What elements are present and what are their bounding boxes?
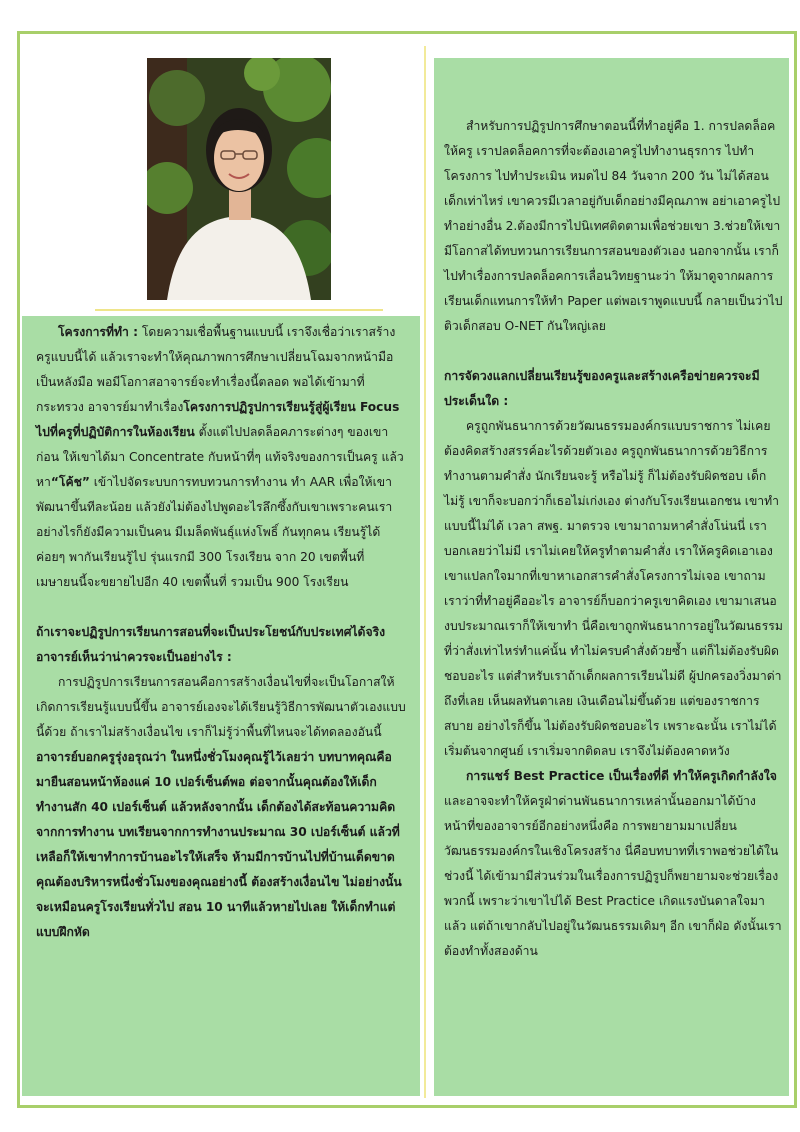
portrait-photo — [147, 58, 331, 300]
left-text-panel — [22, 316, 420, 1096]
paragraph-project: โครงการที่ทำ : โดยความเชื่อพื้นฐานแบบนี้ เราจึงเชื่อว่าเราสร้างครูแบบนี้ได้ แล้วเราจะทำให้คุณภาพการศึกษาเปลี่ยนโฉมจากหน้ามือเป็นหลังมือ พอมีโอกาสอาจารย์จะทำเรื่องนี้ตลอด พอได้เข้ามาที่กระทรวง อาจารย์มาทำเรื่องโครงการปฏิรูปการเรียนรู้สู่ผู้เรียน Focus ไปที่ครูที่ปฏิบัติการในห้องเรียน ตั้งแต่ไปปลดล็อคภาระต่างๆ ของเขาก่อน ให้เขาได้มา Concentrate กับหน้าที่ๆ แท้จริงของการเป็นครู แล้วหา“โค้ช” เข้าไปจัดระบบการทบทวนการทำงาน ทำ AAR เพื่อให้เขาพัฒนาขึ้นทีละน้อย แล้วยังไม่ต้องไปพูดอะไรลึกซึ้งกับเขาเพราะคนเราอย่างไรก็ยังมีความเป็นคน มีเมล็ดพันธุ์แห่งโพธิ์ กันทุกคน เรียนรู้ได้ ค่อยๆ พากันเรียนรู้ไป รุ่นแรกมี 300 โรงเรียน จาก 20 เขตพื้นที่ เมษายนนี้จะขยายไปอีก 40 เขตพื้นที่ รวมเป็น 900 โรงเรียน — [36, 325, 404, 589]
photo-underline — [95, 309, 383, 311]
question-reform: ถ้าเราจะปฏิรูปการเรียนการสอนที่จะเป็นประโยชน์กับประเทศได้จริง อาจารย์เห็นว่าน่าควรจะเป็นอย่างไร : — [36, 625, 386, 664]
paragraph-culture: ครูถูกพันธนาการด้วยวัฒนธรรมองค์กรแบบราชการ ไม่เคยต้องคิดสร้างสรรค์อะไรด้วยตัวเอง ครูถูกพันธนาการด้วยวิธีการทำงานตามคำสั่ง นักเรียนจะรู้ หรือไม่รู้ ก็ไม่ต้องรับผิดชอบ เด็กไม่รู้ เขาก็จะบอกว่าก็เธอไม่เก่งเอง ต่างกับโรงเรียนเอกชน เขาทำแบบนี้ไม่ได้ เวลา สพฐ. มาตรวจ เขามาถามหาคำสั่งโน่นนี่ เราบอกเลยว่าไม่มี เราไม่เคยให้ครูทำตามคำสั่ง เราให้ครูคิดเอาเอง เขาแปลกใจมากที่เขาหาเอกสารคำสั่งโครงการไม่เจอ เขาถามเราว่าที่ทำอยู่คืออะไร อาจารย์ก็บอกว่าครูเขาคิดเอง เขามาเสนองบประมาณเราก็ให้เขาทำ นี่คือเขาถูกพันธนาการอยู่ในวัฒนธรรมที่ว่าสั่งเท่าไหร่ทำแค่นั้น ทำไม่ครบคำสั่งด้วยซ้ำ แต่ก็ไม่ต้องรับผิดชอบอะไร แต่สำหรับเราถ้าเด็กผลการเรียนไม่ดี ผู้ปกครองวิ่งมาด่าถึงที่เลย เห็นผลทันตาเลย เงินเดือนไม่ขึ้นด้วย แต่ของราชการสบาย อย่างไรก็ขึ้น ไม่ต้องรับผิดชอบอะไร เพราะฉะนั้น เราไม่ได้เริ่มต้นจากศูนย์ เราเริ่มจากติดลบ เราจึงไม่ต้องคาดหวัง — [444, 419, 783, 758]
column-divider — [424, 46, 426, 1098]
label-project: โครงการที่ทำ : — [58, 325, 138, 339]
paragraph-current-reform: สำหรับการปฏิรูปการศึกษาตอนนี้ที่ทำอยู่คือ 1. การปลดล็อคให้ครู เราปลดล็อคการที่จะต้องเอาครูไปทำงานธุรการ ไปทำโครงการ ไปทำประเมิน หมดไป 84 วันจาก 200 วัน ไม่ได้สอนเด็กเท่าไหร่ เขาควรมีเวลาอยู่กับเด็กอย่างมีคุณภาพ อย่าเอาครูไปทำอย่างอื่น 2.ต้องมีการไปนิเทศติดตามเพื่อช่วยเขา 3.ช่วยให้เขามีโอกาสได้ทบทวนการเรียนการสอนของตัวเอง นอกจากนั้น เราก็ไปทำเรื่องการปลดล็อคการเลื่อนวิทยฐานะว่า ให้มาดูจากผลการเรียนเด็กแทนการให้ทำ Paper แต่พอเราพูดแบบนี้ กลายเป็นว่าไปติวเด็กสอบ O-NET กันใหญ่เลย — [444, 119, 783, 333]
paragraph-reform: การปฏิรูปการเรียนการสอนคือการสร้างเงื่อนไขที่จะเป็นโอกาสให้เกิดการเรียนรู้แบบนี้ขึ้น อาจารย์เองจะได้เรียนรู้วิธีการพัฒนาตัวเองแบบนี้ด้วย ถ้าเราไม่สร้างเงื่อนไข เราก็ไม่รู้ว่าพื้นที่ไหนจะได้ทดลองอันนี้ อาจารย์บอกครูรุ่งอรุณว่า ในหนึ่งชั่วโมงคุณรู้ไว้เลยว่า บทบาทคุณคือมายืนสอนหน้าห้องแค่ 10 เปอร์เซ็นต์พอ ต่อจากนั้นคุณต้องให้เด็กทำงานสัก 40 เปอร์เซ็นต์ แล้วหลังจากนั้น เด็กต้องได้สะท้อนความคิดจากการทำงาน บทเรียนจากการทำงานประมาณ 30 เปอร์เซ็นต์ แล้วที่เหลือก็ให้เขาทำการบ้านอะไรให้เสร็จ ห้ามมีการบ้านไปที่บ้านเด็ดขาด คุณต้องบริหารหนึ่งชั่วโมงของคุณอย่างนี้ ต้องสร้างเงื่อนไข ไม่อย่างนั้นจะเหมือนครูโรงเรียนทั่วไป สอน 10 นาทีแล้วหายไปเลย ให้เด็กทำแต่แบบฝึกหัด — [36, 675, 406, 939]
right-text-panel — [434, 58, 789, 1096]
paragraph-best-practice: การแชร์ Best Practice เป็นเรื่องที่ดี ทำให้ครูเกิดกำลังใจ และอาจจะทำให้ครูฝ่าด่านพันธนาการเหล่านั้นออกมาได้บ้าง หน้าที่ของอาจารย์อีกอย่างหนึ่งคือ การพยายามมาเปลี่ยนวัฒนธรรมองค์กรในเชิงโครงสร้าง นี่คือบทบาทที่เราพอช่วยได้ในช่วงนี้ ได้เข้ามามีส่วนร่วมในเรื่องการปฏิรูปก็พยายามจะช่วยเรื่องพวกนี้ เพราะว่าเขาไปได้ Best Practice เกิดแรงบันดาลใจมาแล้ว แต่ถ้าเขากลับไปอยู่ในวัฒนธรรมเดิมๆ อีก เขาก็ฝ่อ ดังนั้นเราต้องทำทั้งสองด้าน — [444, 769, 782, 958]
question-exchange: การจัดวงแลกเปลี่ยนเรียนรู้ของครูและสร้างเครือข่ายควรจะมีประเด็นใด : — [444, 369, 760, 408]
